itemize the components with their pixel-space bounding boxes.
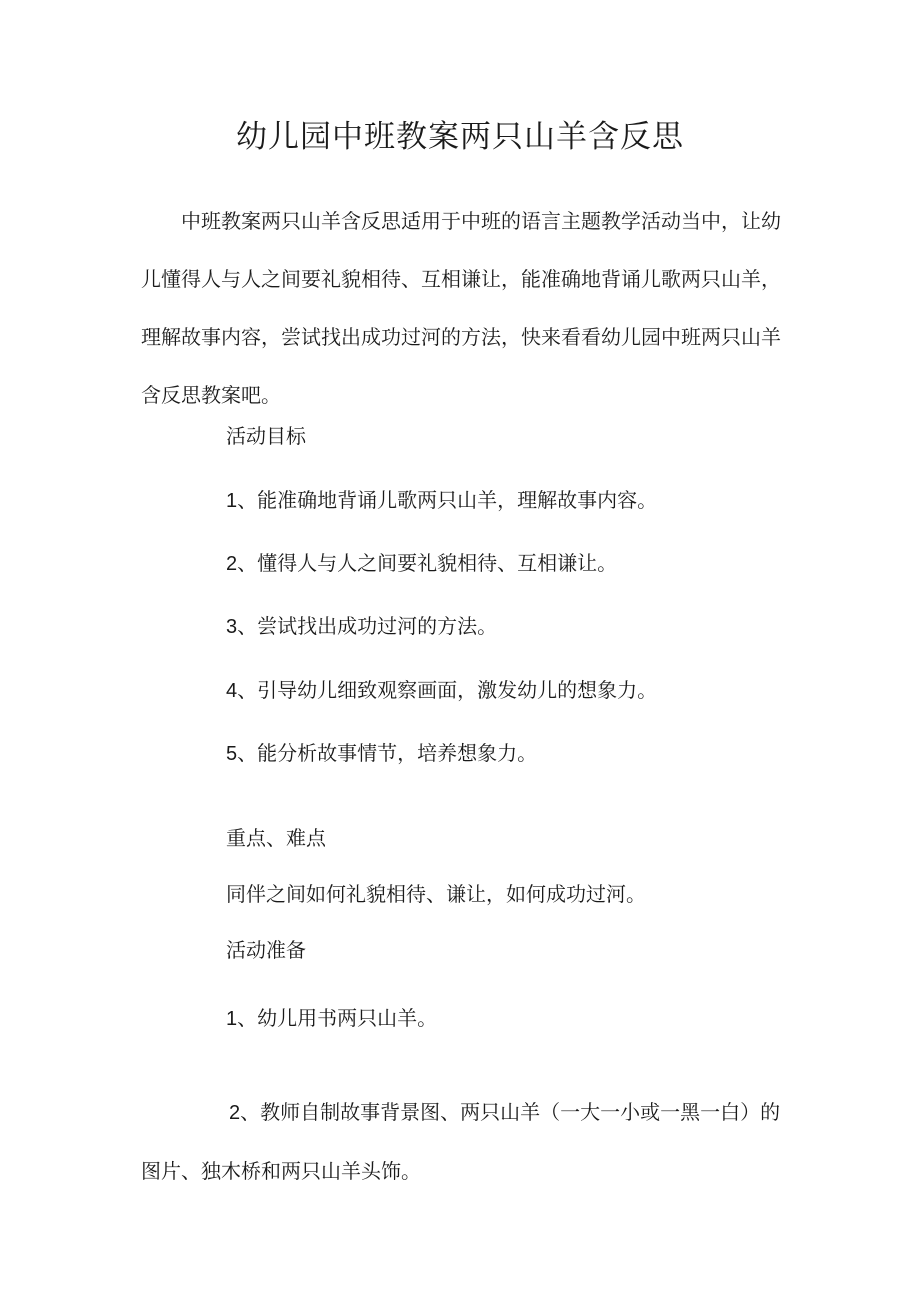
goal-item-5 bbox=[226, 738, 537, 769]
key-text: 同伴之间如何礼貌相待、谦让，如何成功过河。 bbox=[226, 882, 646, 906]
prep-text: 、教师自制故事背景图、两只山羊（一大一小或一黑一白）的图片、独木桥和两只山羊头饰。 bbox=[141, 1100, 781, 1183]
goal-item-4 bbox=[226, 675, 657, 706]
goals-heading: 活动目标 bbox=[226, 424, 306, 448]
prep-number: 2 bbox=[229, 1102, 241, 1124]
goal-number: 1 bbox=[226, 490, 238, 512]
goal-text: 、懂得人与人之间要礼貌相待、互相谦让。 bbox=[237, 551, 618, 575]
goal-item-3 bbox=[226, 611, 497, 642]
prep-number: 1 bbox=[226, 1008, 238, 1030]
prep-item-1 bbox=[226, 1003, 437, 1034]
goal-item-1 bbox=[226, 485, 657, 516]
goal-text: 、引导幼儿细致观察画面，激发幼儿的想象力。 bbox=[237, 678, 658, 702]
goal-number: 5 bbox=[226, 743, 238, 765]
goal-text: 、能准确地背诵儿歌两只山羊，理解故事内容。 bbox=[237, 488, 658, 512]
prep-heading: 活动准备 bbox=[226, 938, 306, 962]
intro-paragraph: 中班教案两只山羊含反思适用于中班的语言主题教学活动当中，让幼儿懂得人与人之间要礼貌相待、互相谦让，能准确地背诵儿歌两只山羊，理解故事内容，尝试找出成功过河的方法，快来看看幼儿园中班两只山羊含反思教案吧。 bbox=[141, 209, 781, 407]
key-heading: 重点、难点 bbox=[226, 826, 326, 850]
goal-number: 4 bbox=[226, 680, 238, 702]
goal-item-2 bbox=[226, 548, 617, 579]
goal-number: 2 bbox=[226, 553, 238, 575]
goal-text: 、尝试找出成功过河的方法。 bbox=[237, 614, 498, 638]
goal-number: 3 bbox=[226, 616, 238, 638]
prep-text: 、幼儿用书两只山羊。 bbox=[237, 1006, 438, 1030]
goal-text: 、能分析故事情节，培养想象力。 bbox=[237, 741, 538, 765]
document-title: 幼儿园中班教案两只山羊含反思 bbox=[236, 119, 684, 155]
prep-item-2 bbox=[141, 1083, 781, 1200]
